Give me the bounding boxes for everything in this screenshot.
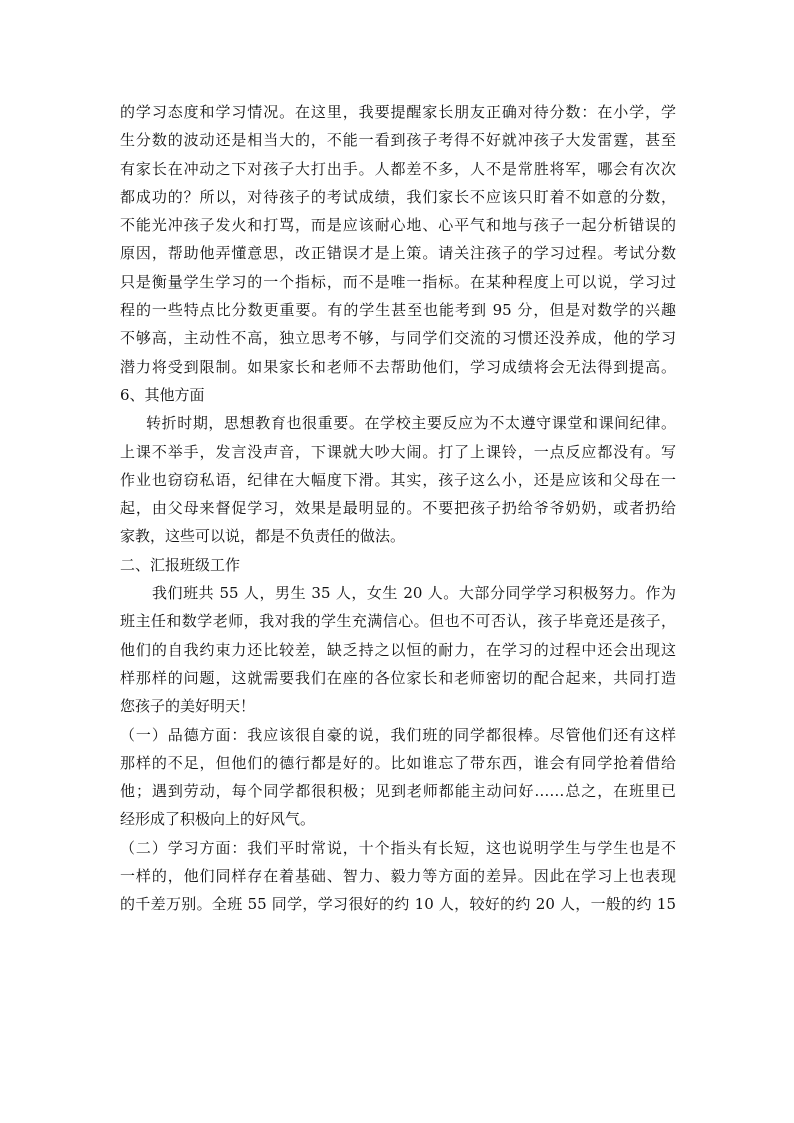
text-line: 只是衡量学生学习的一个指标，而不是唯一指标。在某种程度上可以说，学习过 [120,272,676,291]
text-line: 家教，这些可以说，都是不负责任的做法。 [120,527,406,546]
text-line: 样那样的问题，这就需要我们在座的各位家长和老师密切的配合起来，共同打造 [120,668,676,687]
text-line: 潜力将受到限制。如果家长和老师不去帮助他们，学习成绩将会无法得到提高。 [120,357,676,376]
text-line: 他；遇到劳动，每个同学都很积极；见到老师都能主动问好……总之，在班里已 [120,782,676,801]
text-line: 程的一些特点比分数更重要。有的学生甚至也能考到 95 分，但是对数学的兴趣 [120,301,676,320]
text-line: 都成功的？所以，对待孩子的考试成绩，我们家长不应该只盯着不如意的分数， [120,187,676,206]
text-line: 经形成了积极向上的好风气。 [120,810,316,829]
text-line: 他们的自我约束力还比较差，缺乏持之以恒的耐力，在学习的过程中还会出现这 [120,640,676,659]
text-line: （二）学习方面：我们平时常说，十个指头有长短，这也说明学生与学生也是不 [120,838,676,857]
text-line: 生分数的波动还是相当大的，不能一看到孩子考得不好就冲孩子大发雷霆，甚至 [120,131,676,150]
text-line: 我们班共 55 人，男生 35 人，女生 20 人。大部分同学学习积极努力。作为 [152,584,676,603]
text-line: 转折时期，思想教育也很重要。在学校主要反应为不太遵守课堂和课间纪律。 [146,414,676,433]
text-line: 二、汇报班级工作 [120,555,241,574]
text-line: 那样的不足，但他们的德行都是好的。比如谁忘了带东西，谁会有同学抢着借给 [120,753,676,772]
text-line: 原因，帮助他弄懂意思，改正错误才是上策。请关注孩子的学习过程。考试分数 [120,244,676,263]
text-line: 一样的，他们同样存在着基础、智力、毅力等方面的差异。因此在学习上也表现 [120,867,676,886]
document-body [120,98,676,919]
text-line: 作业也窃窃私语，纪律在大幅度下滑。其实，孩子这么小，还是应该和父母在一 [120,470,676,489]
text-line: 的学习态度和学习情况。在这里，我要提醒家长朋友正确对待分数：在小学，学 [120,103,676,121]
text-line: 不够高，主动性不高，独立思考不够，与同学们交流的习惯还没养成，他的学习 [120,329,676,348]
text-line: 有家长在冲动之下对孩子大打出手。人都差不多，人不是常胜将军，哪会有次次 [120,159,676,178]
text-line: 上课不举手，发言没声音，下课就大吵大闹。打了上课铃，一点反应都没有。写 [120,442,676,461]
text-line: 您孩子的美好明天！ [120,697,256,716]
text-line: 班主任和数学老师，我对我的学生充满信心。但也不可否认，孩子毕竟还是孩子， [120,612,676,631]
text-line: 6、其他方面 [120,385,205,404]
text-line: 的千差万别。全班 55 同学，学习很好的约 10 人，较好的约 20 人，一般的约 15 [120,895,676,914]
text-line: （一）品德方面：我应该很自豪的说，我们班的同学都很棒。尽管他们还有这样 [120,725,676,744]
text-line: 不能光冲孩子发火和打骂，而是应该耐心地、心平气和地与孩子一起分析错误的 [120,216,676,235]
text-line: 起，由父母来督促学习，效果是最明显的。不要把孩子扔给爷爷奶奶，或者扔给 [120,499,676,518]
